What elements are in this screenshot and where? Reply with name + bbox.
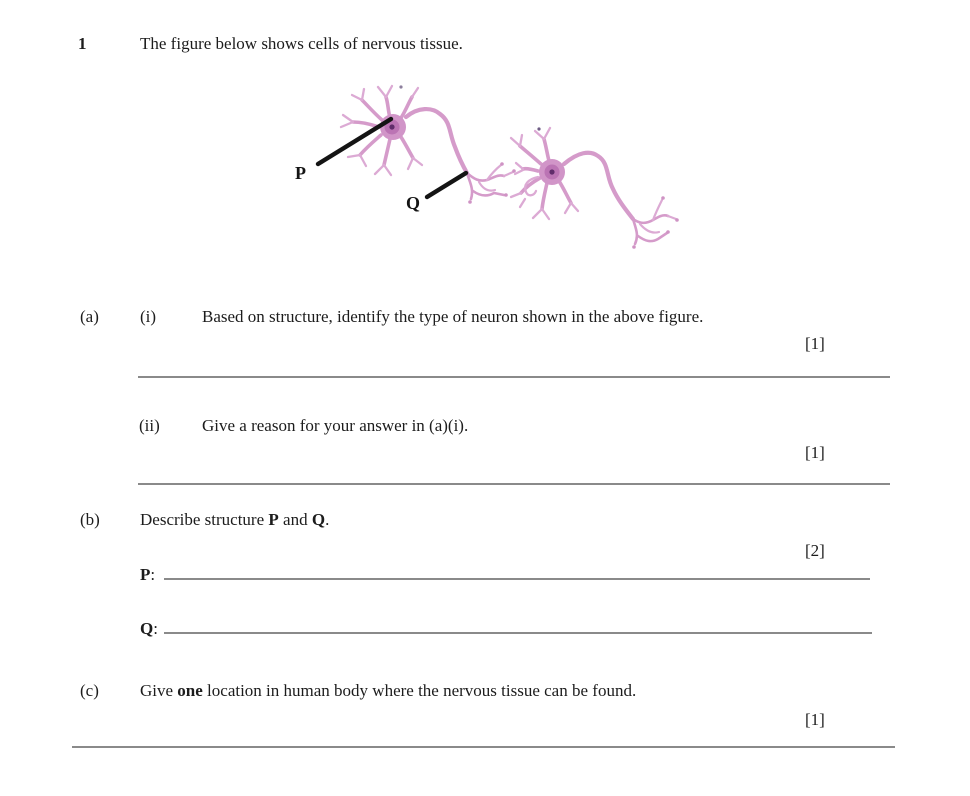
part-b-label: (b) [80, 510, 100, 529]
part-a-ii-label: (ii) [139, 416, 160, 435]
part-b-mark: [2] [805, 541, 825, 560]
part-b-text-end: . [325, 510, 330, 529]
answer-line-a-ii[interactable] [138, 483, 890, 485]
part-c-text-bold: one [177, 681, 203, 700]
neuron-figure [280, 73, 700, 263]
neuron-1 [341, 85, 516, 203]
answer-line-c[interactable] [72, 746, 895, 748]
part-a-i-text: Based on structure, identify the type of neuron shown in the above figure. [202, 307, 704, 326]
part-b-text-pre: Describe structure [140, 510, 269, 529]
part-c-mark: [1] [805, 710, 825, 729]
answer-label-q-letter: Q [140, 619, 154, 638]
question-number: 1 [78, 34, 87, 53]
part-a-ii-mark: [1] [805, 443, 825, 462]
answer-label-p-colon: : [150, 565, 156, 584]
answer-line-q[interactable] [164, 632, 872, 634]
part-c-text-pre: Give [140, 681, 178, 700]
part-b-text-mid: and [278, 510, 312, 529]
answer-line-p[interactable] [164, 578, 870, 580]
answer-label-q-colon: : [153, 619, 158, 638]
neuron-figure-svg [280, 73, 700, 263]
pointer-line-q [427, 173, 466, 197]
figure-label-p: P [295, 163, 306, 183]
part-b-text [140, 509, 329, 530]
part-a-i-label: (i) [140, 307, 157, 326]
part-a-ii-text: Give a reason for your answer in (a)(i). [202, 416, 469, 435]
answer-label-p-letter: P [140, 565, 151, 584]
answer-line-a-i[interactable] [138, 376, 890, 378]
figure-label-q: Q [406, 193, 421, 213]
part-c-text-post: location in human body where the nervous tissue can be found. [202, 681, 637, 700]
part-c-text [140, 680, 636, 701]
part-b-text-p: P [268, 510, 279, 529]
neuron-2 [511, 127, 679, 248]
part-a-label: (a) [80, 307, 99, 326]
part-a-i-mark: [1] [805, 334, 825, 353]
part-c-label: (c) [80, 681, 99, 700]
pointer-line-p [318, 119, 391, 164]
answer-label-p [140, 564, 155, 585]
question-intro: The figure below shows cells of nervous tissue. [140, 34, 463, 53]
answer-label-q [140, 618, 158, 639]
part-b-text-q: Q [311, 510, 326, 529]
